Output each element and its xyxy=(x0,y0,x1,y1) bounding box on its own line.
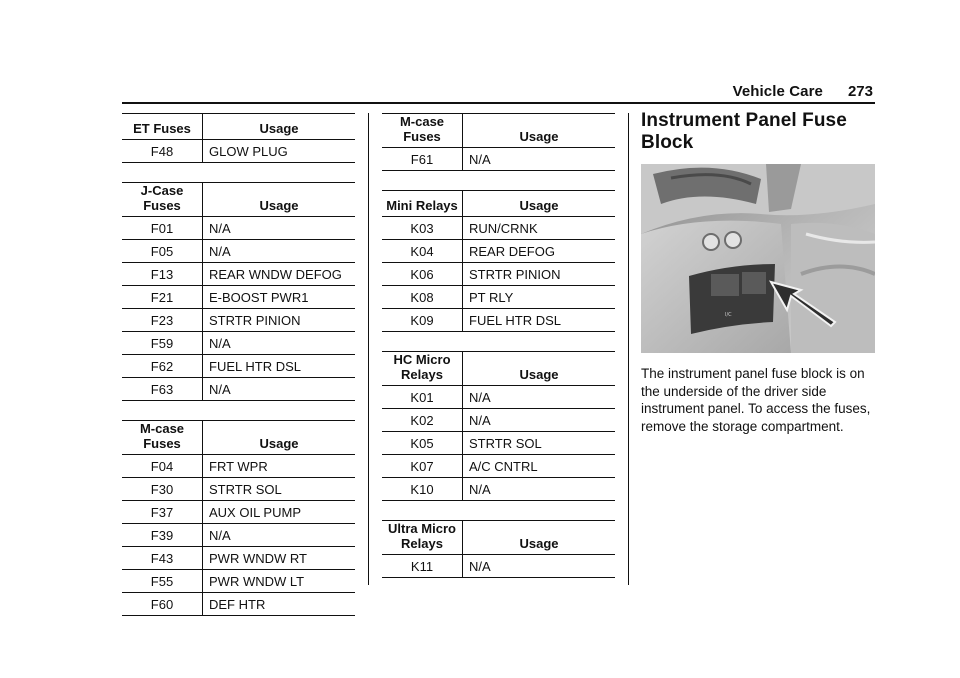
column-header-usage: Usage xyxy=(463,352,616,386)
fuse-usage: FUEL HTR DSL xyxy=(203,355,356,378)
table-row xyxy=(122,378,355,401)
table-row xyxy=(382,217,615,240)
fuse-id: K06 xyxy=(382,263,463,286)
fuse-id: F01 xyxy=(122,217,203,240)
fuse-usage: STRTR SOL xyxy=(203,478,356,501)
fuse-id: F13 xyxy=(122,263,203,286)
fuse-usage: STRTR PINION xyxy=(203,309,356,332)
table-row xyxy=(122,455,355,478)
fuse-usage: STRTR SOL xyxy=(463,432,616,455)
fuse-usage: STRTR PINION xyxy=(463,263,616,286)
fuse-usage: PWR WNDW LT xyxy=(203,570,356,593)
fuse-usage: N/A xyxy=(463,555,616,578)
table-row xyxy=(382,263,615,286)
fuse-cover-label: I/C xyxy=(725,312,732,318)
fuse-id: K03 xyxy=(382,217,463,240)
fuse-table xyxy=(382,351,615,501)
fuse-usage: A/C CNTRL xyxy=(463,455,616,478)
table-row xyxy=(122,240,355,263)
column-header-id: Mini Relays xyxy=(382,191,463,217)
fuse-id: F61 xyxy=(382,148,463,171)
column-header-usage: Usage xyxy=(463,521,616,555)
fuse-table xyxy=(382,520,615,578)
fuse-usage: N/A xyxy=(463,478,616,501)
column-header-id: J-Case Fuses xyxy=(122,183,203,217)
table-row xyxy=(122,263,355,286)
table-row xyxy=(122,309,355,332)
fuse-id: F59 xyxy=(122,332,203,355)
column-header-usage: Usage xyxy=(203,421,356,455)
fuse-usage: N/A xyxy=(203,332,356,355)
fuse-id: K09 xyxy=(382,309,463,332)
fuse-id: F04 xyxy=(122,455,203,478)
fuse-usage: N/A xyxy=(203,217,356,240)
fuse-usage: FUEL HTR DSL xyxy=(463,309,616,332)
fuse-id: F39 xyxy=(122,524,203,547)
fuse-id: F23 xyxy=(122,309,203,332)
fuse-id: F30 xyxy=(122,478,203,501)
fuse-id: K10 xyxy=(382,478,463,501)
section-name: Vehicle Care xyxy=(732,83,823,100)
table-row xyxy=(122,140,355,163)
fuse-id: F62 xyxy=(122,355,203,378)
fuse-id: F43 xyxy=(122,547,203,570)
table-row xyxy=(122,355,355,378)
column-header-id: M-case Fuses xyxy=(382,114,463,148)
column-divider-2 xyxy=(628,113,629,585)
fuse-id: K08 xyxy=(382,286,463,309)
fuse-table xyxy=(382,190,615,332)
fuse-id: F37 xyxy=(122,501,203,524)
column-header-usage: Usage xyxy=(203,183,356,217)
table-row xyxy=(382,286,615,309)
table-row xyxy=(382,432,615,455)
fuse-usage: N/A xyxy=(203,524,356,547)
table-row xyxy=(382,148,615,171)
fuse-table xyxy=(122,182,355,401)
fuse-usage: E-BOOST PWR1 xyxy=(203,286,356,309)
column-header-id: HC Micro Relays xyxy=(382,352,463,386)
table-row xyxy=(382,409,615,432)
fuse-usage: N/A xyxy=(203,240,356,263)
fuse-id: F48 xyxy=(122,140,203,163)
table-row xyxy=(382,455,615,478)
fuse-id: K07 xyxy=(382,455,463,478)
fuse-usage: REAR DEFOG xyxy=(463,240,616,263)
table-row xyxy=(382,240,615,263)
fuse-usage: DEF HTR xyxy=(203,593,356,616)
fuse-usage: GLOW PLUG xyxy=(203,140,356,163)
fuse-id: K01 xyxy=(382,386,463,409)
fuse-usage: N/A xyxy=(463,409,616,432)
fuse-usage: REAR WNDW DEFOG xyxy=(203,263,356,286)
table-row xyxy=(382,555,615,578)
fuse-table xyxy=(122,420,355,616)
table-row xyxy=(122,593,355,616)
fuse-table xyxy=(382,113,615,171)
fuse-usage: RUN/CRNK xyxy=(463,217,616,240)
page-number: 273 xyxy=(847,83,873,100)
table-row xyxy=(122,547,355,570)
fuse-id: K05 xyxy=(382,432,463,455)
fuse-block-location-photo xyxy=(641,164,875,353)
fuse-usage: AUX OIL PUMP xyxy=(203,501,356,524)
column-divider-1 xyxy=(368,113,369,585)
fuse-id: K11 xyxy=(382,555,463,578)
fuse-id: K02 xyxy=(382,409,463,432)
table-row xyxy=(122,286,355,309)
table-row xyxy=(382,478,615,501)
fuse-id: F60 xyxy=(122,593,203,616)
column-1 xyxy=(122,113,355,635)
table-row xyxy=(122,217,355,240)
fuse-usage: N/A xyxy=(463,386,616,409)
column-2 xyxy=(382,113,615,597)
column-header-id: M-case Fuses xyxy=(122,421,203,455)
page-header xyxy=(122,82,875,104)
fuse-id: K04 xyxy=(382,240,463,263)
table-row xyxy=(382,386,615,409)
column-header-usage: Usage xyxy=(463,114,616,148)
column-header-id: Ultra Micro Relays xyxy=(382,521,463,555)
column-3 xyxy=(641,110,875,435)
table-row xyxy=(122,332,355,355)
column-header-usage: Usage xyxy=(463,191,616,217)
table-row xyxy=(122,524,355,547)
section-title: Instrument Panel Fuse Block xyxy=(641,110,847,153)
fuse-id: F05 xyxy=(122,240,203,263)
column-header-id: ET Fuses xyxy=(122,114,203,140)
fuse-id: F55 xyxy=(122,570,203,593)
table-row xyxy=(122,570,355,593)
fuse-usage: PWR WNDW RT xyxy=(203,547,356,570)
fuse-id: F21 xyxy=(122,286,203,309)
fuse-usage: N/A xyxy=(463,148,616,171)
table-row xyxy=(122,478,355,501)
table-row xyxy=(382,309,615,332)
column-header-usage: Usage xyxy=(203,114,356,140)
fuse-id: F63 xyxy=(122,378,203,401)
fuse-usage: PT RLY xyxy=(463,286,616,309)
fuse-table xyxy=(122,113,355,163)
section-body: The instrument panel fuse block is on the underside of the driver side instrument panel. To access the fuses, remove the storage compartment. xyxy=(641,366,871,434)
table-row xyxy=(122,501,355,524)
fuse-usage: FRT WPR xyxy=(203,455,356,478)
fuse-usage: N/A xyxy=(203,378,356,401)
